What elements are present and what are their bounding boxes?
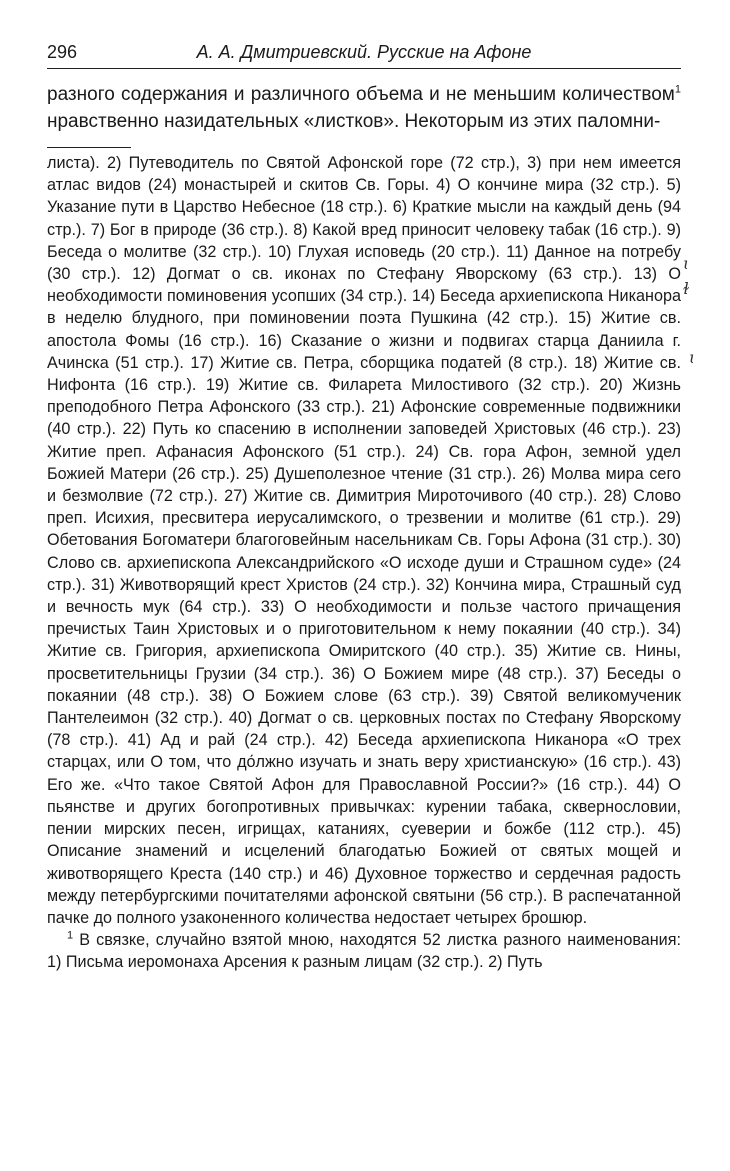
footnote-1 xyxy=(47,929,681,973)
main-paragraph-tail: нравственно назидательных «листков». Некоторым из этих паломни- xyxy=(47,111,661,132)
main-text xyxy=(47,81,681,135)
margin-annotation-3: ɩ xyxy=(689,348,696,367)
book-page xyxy=(47,38,681,974)
footnote-continuation: листа). 2) Путеводитель по Святой Афонской горе (72 стр.), 3) при нем имеется атлас видов (24) монастырей и скитов Св. Горы. 4) О кончине мира (32 стр.). 5) Указание пути в Царство Небесное (18 стр.). 6) Краткие мысли на каждый день (94 стр.). 7) Бог в природе (36 стр.). 8) Какой вред приносит человеку табак (16 стр.). 9) Беседа о молитве (32 стр.). 10) Глухая исповедь (20 стр.). 11) Данное на потребу (30 стр.). 12) Догмат о св. иконах по Стефану Яворскому (63 стр.). 13) О необходимости поминовения усопших (34 стр.). 14) Беседа архиепископа Никанора в неделю блудного, при поминовении поэта Пушкина (42 стр.). 15) Житие св. апостола Фомы (16 стр.). 16) Сказание о жизни и подвигах старца Даниила г. Ачинска (51 стр.). 17) Житие св. Петра, сборщика податей (8 стр.). 18) Житие св. Нифонта (16 стр.). 19) Житие св. Филарета Милостивого (32 стр.). 20) Жизнь преподобного Петра Афонского (33 стр.). 21) Афонские современные подвижники (40 стр.). 22) Путь ко спасению в исполнении заповедей Христовых (46 стр.). 23) Житие преп. Афанасия Афонского (51 стр.). 24) Св. гора Афон, земной удел Божией Матери (26 стр.). 25) Душеполезное чтение (31 стр.). 26) Молва мира сего и безмолвие (72 стр.). 27) Житие св. Димитрия Мироточивого (40 стр.). 28) Слово преп. Исихия, пресвитера иерусалимского, о трезвении и молитве (61 стр.). 29) Обетования Богоматери благоговейным насельникам Св. Горы Афона (31 стр.). 30) Слово св. архиепископа Александрийского «О исходе души и Страшном суде» (24 стр.). 31) Животворящий крест Христов (24 стр.). 32) Кончина мира, Страшный суд и вечность мук (64 стр.). 33) О необходимости и пользе частого причащения пречистых Таин Христовых и о приготовительном к нему покаянии (40 стр.). 34) Житие св. Григория, архиепископа Омиритского (40 стр.). 35) Житие св. Нины, просветительницы Грузии (34 стр.). 36) О Божием мире (48 стр.). 37) Беседы о покаянии (48 стр.). 38) О Божием слове (63 стр.). 39) Святой великомученик Пантелеимон (32 стр.). 40) Догмат о св. церковных постах по Стефану Яворскому (78 стр.). 41) Ад и рай (24 стр.). 42) Беседа архиепископа Никанора «О трех старцах, или О том, что до́лжно изучать и знать веру христианскую» (16 стр.). 43) Его же. «Что такое Святой Афон для Православной России?» (16 стр.). 44) О пьянстве и других богопротивных привычках: курении табака, сквернословии, пении мирских песен, игрищах, катаниях, суеверии и божбе (112 стр.). 45) Описание знамений и исцелений благодатью Божией от святых мощей и животворящего Креста (140 стр.) и 46) Духовное торжество и сердечная радость между петербургскими почитателями афонской святыни (56 стр.). В распечатанной пачке до полного узаконенного количества недостает четырех брошюр. xyxy=(47,154,681,927)
page-number: 296 xyxy=(47,42,78,62)
footnote-reference: 1 xyxy=(674,83,681,96)
footnote-separator xyxy=(47,147,131,148)
margin-annotation-1: ɩ xyxy=(683,254,690,273)
running-head: А. А. Дмитриевский. Русские на Афоне xyxy=(196,42,532,62)
footnote-1-mark: 1 xyxy=(67,929,74,942)
main-paragraph-text: разного содержания и различного объема и не меньшим количеством xyxy=(47,84,675,105)
footnotes xyxy=(47,152,681,974)
main-paragraph xyxy=(47,81,681,135)
page-header xyxy=(47,38,681,69)
margin-annotation-2: ɫ xyxy=(683,279,690,298)
footnote-1-text: В связке, случайно взятой мною, находятся 52 листка разного наименования: 1) Письма иеромонаха Арсения к разным лицам (32 стр.). 2) Путь xyxy=(47,931,681,972)
